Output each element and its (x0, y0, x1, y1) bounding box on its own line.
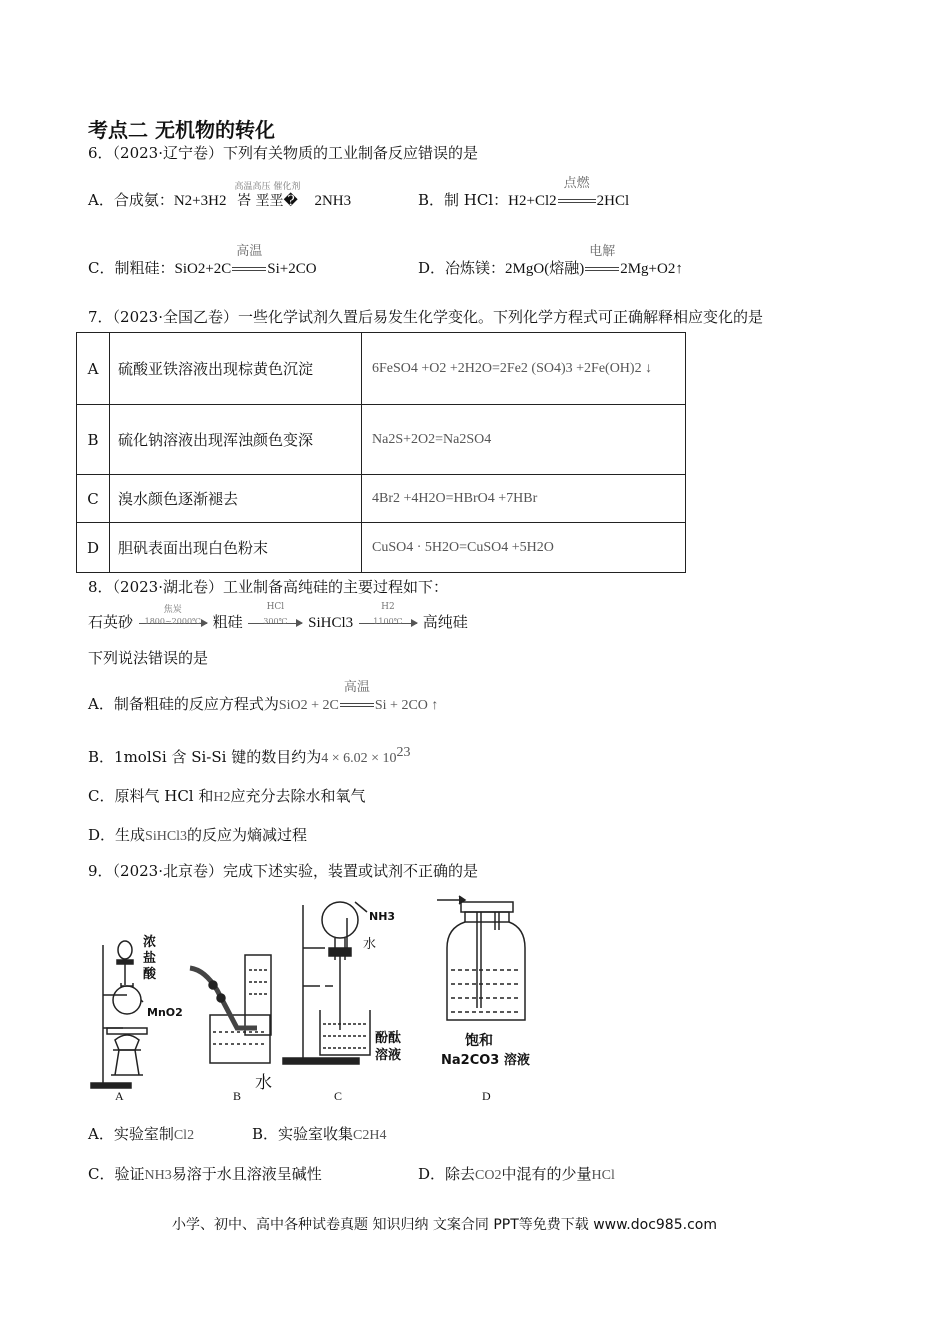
row-label: C (77, 475, 110, 523)
label-water-c: 水 (363, 937, 377, 952)
products: Si+2CO (267, 261, 317, 277)
flow-step: SiHCl3 (308, 615, 354, 631)
row-equation: CuSO4 · 5H2O=CuSO4 +5H2O (362, 523, 686, 573)
option-label: C．制粗硅： (88, 259, 175, 277)
flow-arrow: HCl 300℃ (247, 613, 303, 631)
table-row[interactable] (77, 405, 686, 475)
label-saturated: 饱和 (465, 1033, 493, 1049)
q9-option-d[interactable]: D．除去CO2中混有的少量HCl (418, 1165, 615, 1183)
reactants: N2+3H2 (173, 193, 227, 209)
q9-option-b[interactable]: B．实验室收集C2H4 (252, 1125, 387, 1143)
row-equation: Na2S+2O2=Na2SO4 (362, 405, 686, 475)
q6-option-d[interactable] (418, 244, 683, 278)
option-label: D．冶炼镁： (418, 259, 506, 277)
page-footer[interactable]: 小学、初中、高中各种试卷真题 知识归纳 文案合同 PPT等免费下载 www.doc985.com (172, 1217, 717, 1233)
q9-stem: 9．（2023·北京卷）完成下述实验，装置或试剂不正确的是 (88, 862, 478, 880)
q6-option-c[interactable] (88, 244, 317, 278)
label-hcl: 盐 (143, 951, 157, 966)
figure-label-c: C (334, 1089, 343, 1103)
label-acid: 酸 (143, 967, 157, 982)
flow-arrow: $\frac{H2}{1100℃}$ (358, 613, 418, 631)
q8-ask: 下列说法错误的是 (88, 649, 209, 667)
reaction-condition: 点燃 (557, 191, 597, 209)
table-row[interactable] (77, 523, 686, 573)
label-nh3: NH3 (369, 910, 396, 923)
row-label: D (77, 523, 110, 573)
q8-option-d[interactable]: D．生成SiHCl3的反应为熵减过程 (88, 826, 308, 844)
figure-label-b: B (233, 1089, 242, 1103)
row-label: B (77, 405, 110, 475)
q8-option-b[interactable]: B．1molSi 含 Si-Si 键的数目约为$4 \times 6.02 \times 10^{23}$ (88, 745, 411, 766)
row-equation: 4Br2 +4H2O=HBrO4 +7HBr (362, 475, 686, 523)
q6-stem: 6．（2023·辽宁卷）下列有关物质的工业制备反应错误的是 (88, 144, 478, 162)
q9-apparatus-figure (85, 890, 545, 1110)
apparatus-a (91, 941, 147, 1088)
apparatus-c (283, 902, 370, 1064)
q8-stem: 8．（2023·湖北卷）工业制备高纯硅的主要过程如下： (88, 578, 448, 596)
section-title: 考点二 无机物的转化 (88, 118, 275, 142)
label-water-b: 水 (255, 1073, 272, 1093)
reaction-condition: 高温 (339, 695, 375, 713)
row-label: A (77, 333, 110, 405)
option-label: B．制 HCl： (418, 191, 509, 209)
flow-arrow: 焦炭 1800~2000℃ (138, 613, 208, 631)
figure-label-a: A (115, 1089, 124, 1103)
label-mno2: MnO2 (147, 1006, 183, 1019)
q6-option-b[interactable] (418, 176, 630, 210)
row-description: 溴水颜色逐渐褪去 (110, 475, 362, 523)
reactants: SiO2+2C (174, 261, 232, 277)
label-na2co3: Na2CO3 溶液 (441, 1053, 530, 1068)
flow-step: 粗硅 (212, 613, 243, 631)
reactants: H2+Cl2 (508, 193, 557, 209)
q8-option-c[interactable]: C．原料气 HCl 和H2应充分去除水和氧气 (88, 787, 366, 805)
figure-label-d: D (482, 1089, 491, 1103)
option-label: A．合成氨： (88, 191, 174, 209)
reaction-condition: 电解 (584, 259, 620, 277)
q7-table (76, 332, 686, 573)
label-solution: 溶液 (375, 1048, 402, 1063)
reaction-condition: 高温 (231, 259, 267, 277)
flow-step: 石英砂 (88, 613, 134, 631)
label-phenol: 酚酞 (375, 1031, 402, 1046)
reactants: 2MgO(熔融) (505, 261, 585, 277)
products: 2NH3 (314, 193, 352, 209)
products: 2Mg+O2↑ (620, 261, 683, 277)
q7-stem: 7．（2023·全国乙卷）一些化学试剂久置后易发生化学变化。下列化学方程式可正确解释相应变化的是 (88, 308, 763, 326)
row-description: 硫化钠溶液出现浑浊颜色变深 (110, 405, 362, 475)
q8-flow (88, 602, 468, 632)
products: 2HCl (596, 193, 630, 209)
apparatus-d (437, 896, 525, 1020)
row-description: 硫酸亚铁溶液出现棕黄色沉淀 (110, 333, 362, 405)
q6-option-a[interactable] (88, 182, 352, 210)
table-row[interactable] (77, 475, 686, 523)
row-description: 胆矾表面出现白色粉末 (110, 523, 362, 573)
apparatus-b (190, 955, 271, 1063)
label-conc: 浓 (143, 935, 157, 950)
flow-step: 高纯硅 (422, 613, 468, 631)
q8-option-a[interactable]: A．制备粗硅的反应方程式为SiO2 + 2C 高温 Si + 2CO ↑ (88, 680, 439, 713)
row-equation: 6FeSO4 +O2 +2H2O=2Fe2 (SO4)3 +2Fe(OH)2 ↓ (362, 333, 686, 405)
q9-option-a[interactable]: A．实验室制Cl2 (88, 1125, 195, 1143)
reaction-condition: 高温高压 催化剂 峇 垩垩� (234, 182, 301, 209)
table-row[interactable] (77, 333, 686, 405)
q9-option-c[interactable]: C．验证NH3易溶于水且溶液呈碱性 (88, 1165, 322, 1183)
